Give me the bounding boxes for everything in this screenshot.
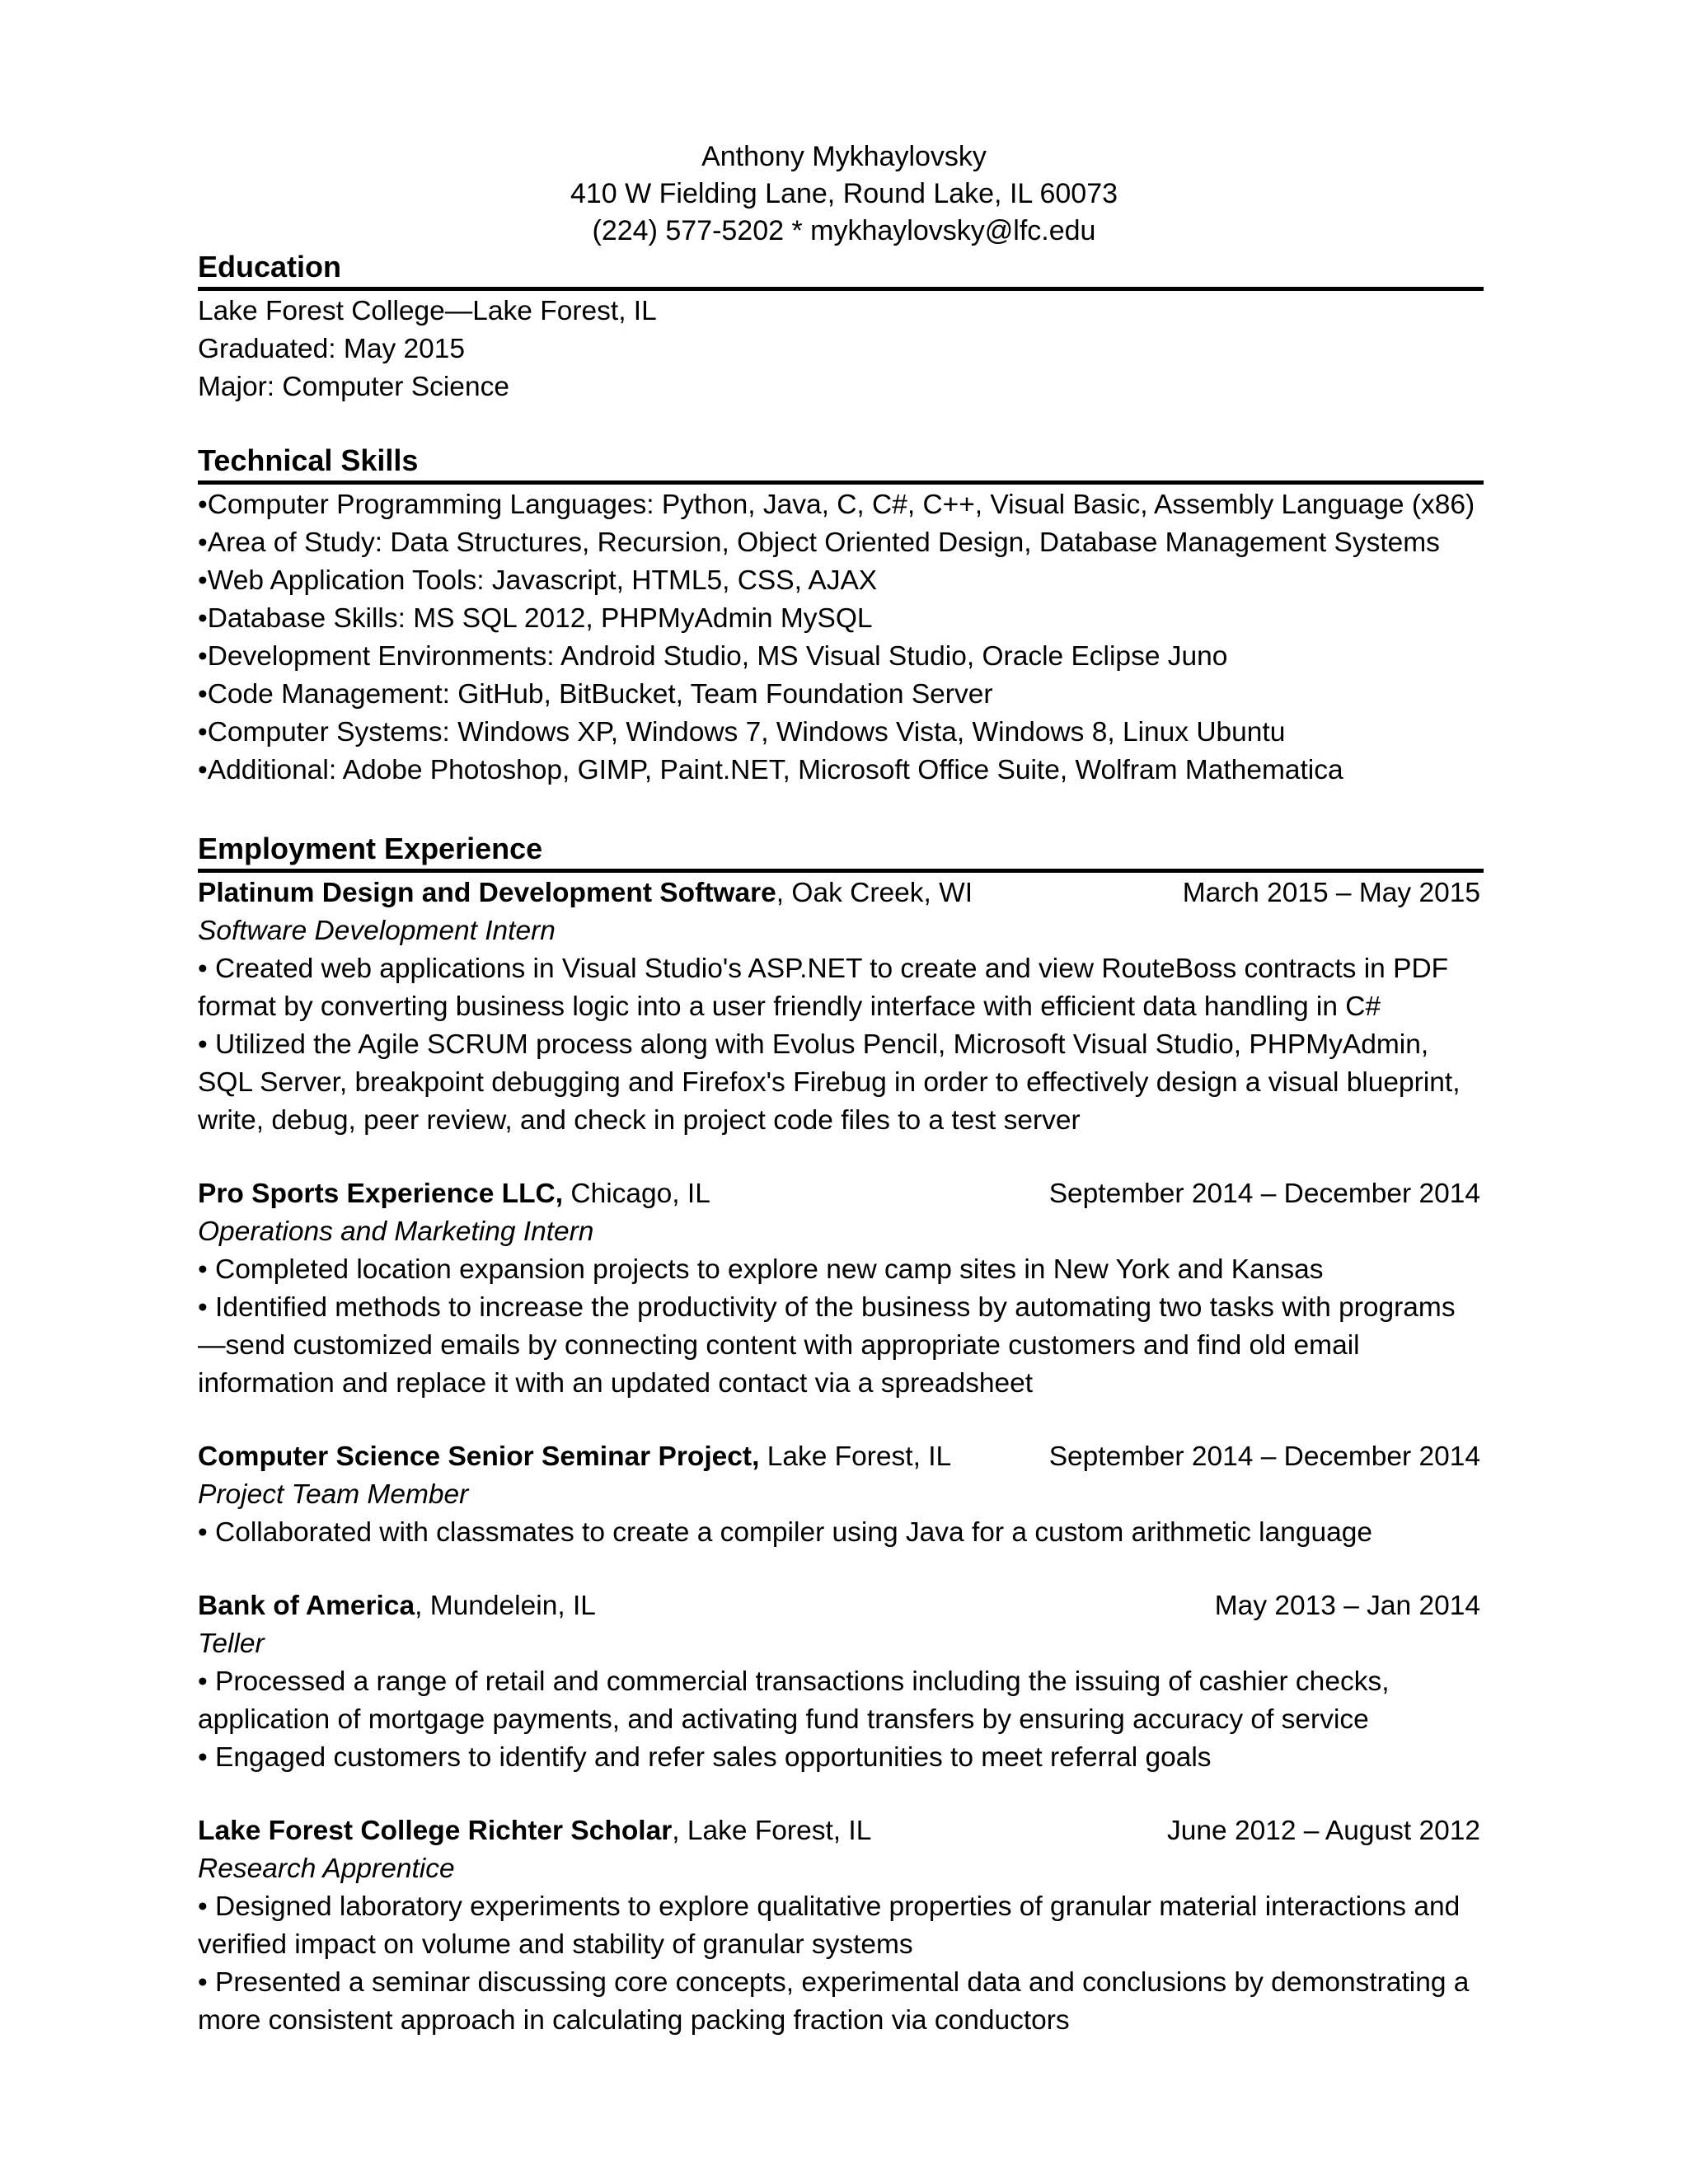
skill-item: •Web Application Tools: Javascript, HTML5, CSS, AJAX <box>198 565 878 596</box>
job-dates: May 2013 – Jan 2014 <box>1214 1591 1480 1621</box>
job-employer <box>198 1438 951 1476</box>
employment-section <box>198 831 1484 2075</box>
employment-heading: Employment Experience <box>198 832 543 865</box>
job-header <box>198 874 1484 912</box>
resume-header <box>0 138 1688 250</box>
job-bullets <box>198 1251 1484 1403</box>
skills-heading: Technical Skills <box>198 443 419 477</box>
job-dates: September 2014 – December 2014 <box>1048 1441 1480 1472</box>
job-employer <box>198 1812 871 1850</box>
skill-item: •Database Skills: MS SQL 2012, PHPMyAdmin MySQL <box>198 603 873 634</box>
job-location: , Mundelein, IL <box>415 1591 596 1621</box>
candidate-name: Anthony Mykhaylovsky <box>701 141 987 172</box>
job-role: Project Team Member <box>198 1479 469 1510</box>
education-school: Lake Forest College—Lake Forest, IL <box>198 296 657 326</box>
skills-section <box>198 443 1484 790</box>
job-dates: September 2014 – December 2014 <box>1048 1179 1480 1209</box>
job-role: Software Development Intern <box>198 916 556 946</box>
job-header <box>198 1812 1484 1850</box>
candidate-contact: (224) 577-5202 * mykhaylovsky@lfc.edu <box>592 215 1096 246</box>
job-entry <box>198 874 1484 1140</box>
job-bullet: • Processed a range of retail and commercial transactions including the issuing of cashier checks, application of mortgage payments, and activating fund transfers by ensuring accuracy of service <box>198 1666 1390 1735</box>
job-bullets <box>198 950 1484 1140</box>
job-bullet: • Designed laboratory experiments to explore qualitative properties of granular material interactions and verified impact on volume and stability of granular systems <box>198 1891 1461 1960</box>
education-heading: Education <box>198 250 342 284</box>
job-bullet: • Presented a seminar discussing core concepts, experimental data and conclusions by demonstrating a more consistent approach in calculating packing fraction via conductors <box>198 1967 1470 2036</box>
job-employer <box>198 874 973 912</box>
job-bullet: • Utilized the Agile SCRUM process along with Evolus Pencil, Microsoft Visual Studio, PHPMyAdmin, SQL Server, breakpoint debugging and Firefox's Firebug in order to effectively design a visual blueprint, write, debug, peer review, and check in project code files to a test server <box>198 1029 1461 1136</box>
job-bullets <box>198 1663 1484 1777</box>
education-section <box>198 249 1484 406</box>
job-company: Platinum Design and Development Software <box>198 878 776 908</box>
skill-item: •Code Management: GitHub, BitBucket, Team Foundation Server <box>198 679 993 710</box>
job-header <box>198 1175 1484 1213</box>
job-header <box>198 1438 1484 1476</box>
job-location: Lake Forest, IL <box>759 1441 952 1472</box>
job-role: Research Apprentice <box>198 1854 455 1884</box>
job-entry <box>198 1812 1484 2040</box>
job-role: Teller <box>198 1629 265 1659</box>
job-bullet: • Engaged customers to identify and refer sales opportunities to meet referral goals <box>198 1742 1212 1773</box>
job-bullet: • Created web applications in Visual Studio's ASP.NET to create and view RouteBoss contracts in PDF format by converting business logic into a user friendly interface with efficient data handling in C# <box>198 954 1449 1022</box>
job-bullets <box>198 1514 1484 1552</box>
job-dates: June 2012 – August 2012 <box>1167 1816 1480 1846</box>
job-entry <box>198 1587 1484 1777</box>
job-bullet: • Collaborated with classmates to create a compiler using Java for a custom arithmetic language <box>198 1517 1372 1548</box>
employment-divider <box>198 869 1484 873</box>
job-company: Pro Sports Experience LLC, <box>198 1179 564 1209</box>
education-divider <box>198 287 1484 291</box>
skill-item: •Additional: Adobe Photoshop, GIMP, Paint.NET, Microsoft Office Suite, Wolfram Mathematica <box>198 755 1343 785</box>
job-entry <box>198 1438 1484 1552</box>
job-employer <box>198 1175 710 1213</box>
skill-item: •Development Environments: Android Studio, MS Visual Studio, Oracle Eclipse Juno <box>198 641 1228 672</box>
job-location: , Oak Creek, WI <box>776 878 973 908</box>
job-role: Operations and Marketing Intern <box>198 1216 594 1247</box>
job-company: Computer Science Senior Seminar Project, <box>198 1441 760 1472</box>
job-header <box>198 1587 1484 1625</box>
job-company: Lake Forest College Richter Scholar <box>198 1816 673 1846</box>
education-major: Major: Computer Science <box>198 372 509 402</box>
job-bullets <box>198 1888 1484 2040</box>
job-dates: March 2015 – May 2015 <box>1182 878 1480 908</box>
job-bullet: • Identified methods to increase the productivity of the business by automating two tasks with programs —send customized emails by connecting content with appropriate customers and find old email information and replace it with an updated contact via a spreadsheet <box>198 1292 1456 1399</box>
job-bullet: • Completed location expansion projects to explore new camp sites in New York and Kansas <box>198 1254 1324 1285</box>
job-company: Bank of America <box>198 1591 415 1621</box>
job-location: , Lake Forest, IL <box>672 1816 872 1846</box>
skill-item: •Area of Study: Data Structures, Recursion, Object Oriented Design, Database Management Systems <box>198 527 1440 558</box>
job-location: Chicago, IL <box>563 1179 710 1209</box>
candidate-address: 410 W Fielding Lane, Round Lake, IL 60073 <box>570 178 1118 209</box>
skill-item: •Computer Programming Languages: Python, Java, C, C#, C++, Visual Basic, Assembly Language (x86) <box>198 490 1475 520</box>
skills-divider <box>198 480 1484 485</box>
job-entry <box>198 1175 1484 1403</box>
skill-item: •Computer Systems: Windows XP, Windows 7, Windows Vista, Windows 8, Linux Ubuntu <box>198 717 1286 748</box>
education-graduated: Graduated: May 2015 <box>198 334 466 364</box>
job-employer <box>198 1587 596 1625</box>
